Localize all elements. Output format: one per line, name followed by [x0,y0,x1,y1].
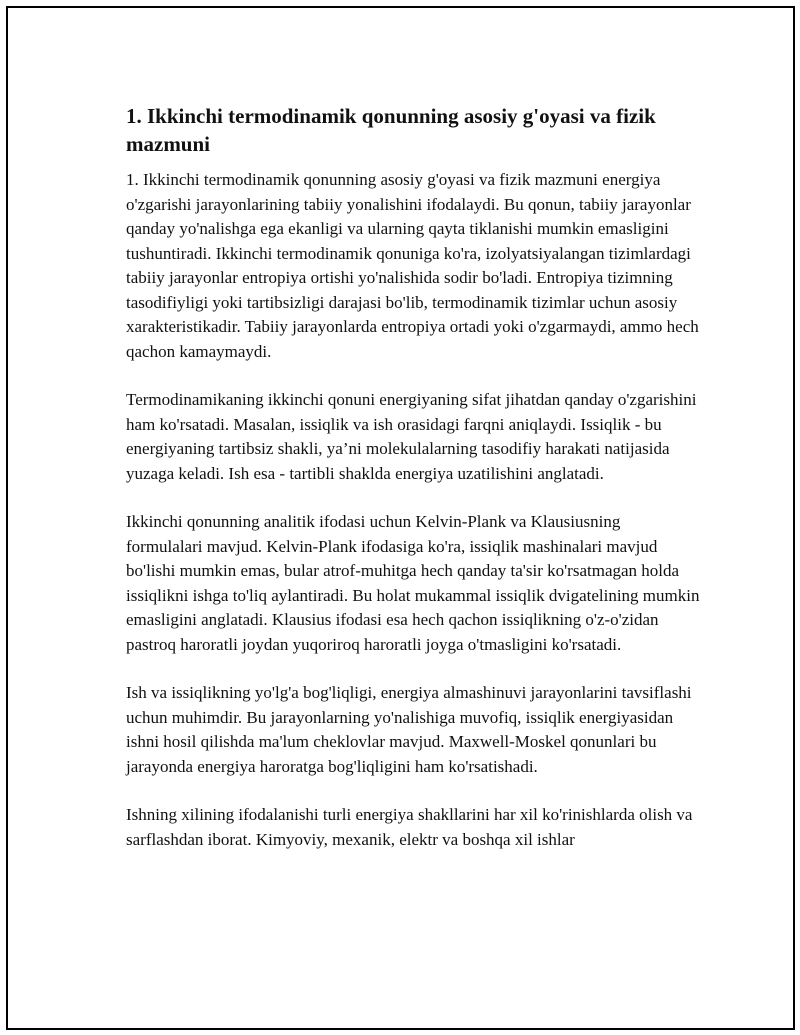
paragraph-4: Ish va issiqlikning yo'lg'a bog'liqligi, energiya almashinuvi jarayonlarini tavsiflashi uchun muhimdir. Bu jarayonlarning yo'nalishiga muvofiq, issiqlik energiyasidan ishni hosil qilishda ma'lum cheklovlar mavjud. Maxwell-Moskel qonunlari bu jarayonda energiya haroratga bog'liqligini ham ko'rsatishadi. [126,683,692,776]
paragraph-1: 1. Ikkinchi termodinamik qonunning asosiy g'oyasi va fizik mazmuni energiya o'zgarishi jarayonlarining tabiiy yonalishini ifodalaydi. Bu qonun, tabiiy jarayonlar qanday yo'nalishga ega ekanligi va ularning qayta tiklanishi mumkin emasligini tushuntiradi. Ikkinchi termodinamik qonuniga ko'ra, izolyatsiyalangan tizimlardagi tabiiy jarayonlar entropiya ortishi yo'nalishida sodir bo'ladi. Entropiya tizimning tasodifiyligi yoki tartibsizligi darajasi bo'lib, termodinamik tizimlar uchun asosiy xarakteristikadir. Tabiiy jarayonlarda entropiya ortadi yoki o'zgarmaydi, ammo hech qachon kamaymaydi. [126,170,699,361]
document-heading: 1. Ikkinchi termodinamik qonunning asosiy g'oyasi va fizik mazmuni [126,104,656,156]
paragraph-2: Termodinamikaning ikkinchi qonuni energiyaning sifat jihatdan qanday o'zgarishini ham ko'rsatadi. Masalan, issiqlik va ish orasidagi farqni aniqlaydi. Issiqlik - bu energiyaning tartibsiz shakli, ya’ni molekulalarning tasodifiy harakati natijasida yuzaga keladi. Ish esa - tartibli shaklda energiya uzatilishini anglatadi. [126,390,697,483]
paragraph-5: Ishning xilining ifodalanishi turli energiya shakllarini har xil ko'rinishlarda olish va sarflashdan iborat. Kimyoviy, mexanik, elektr va boshqa xil ishlar [126,805,693,849]
document-body [126,102,701,876]
document-page [6,6,795,1030]
paragraph-3: Ikkinchi qonunning analitik ifodasi uchun Kelvin-Plank va Klausiusning formulalari mavjud. Kelvin-Plank ifodasiga ko'ra, issiqlik mashinalari mavjud bo'lishi mumkin emas, bular atrof-muhitga hech qanday ta'sir ko'rsatmagan holda issiqlikni ishga to'liq aylantiradi. Bu holat mukammal issiqlik dvigatelining mumkin emasligini anglatadi. Klausius ifodasi esa hech qachon issiqlikning o'z-o'zidan pastroq haroratli joydan yuqoriroq haroratli joyga o'tmasligini ko'rsatadi. [126,512,700,654]
